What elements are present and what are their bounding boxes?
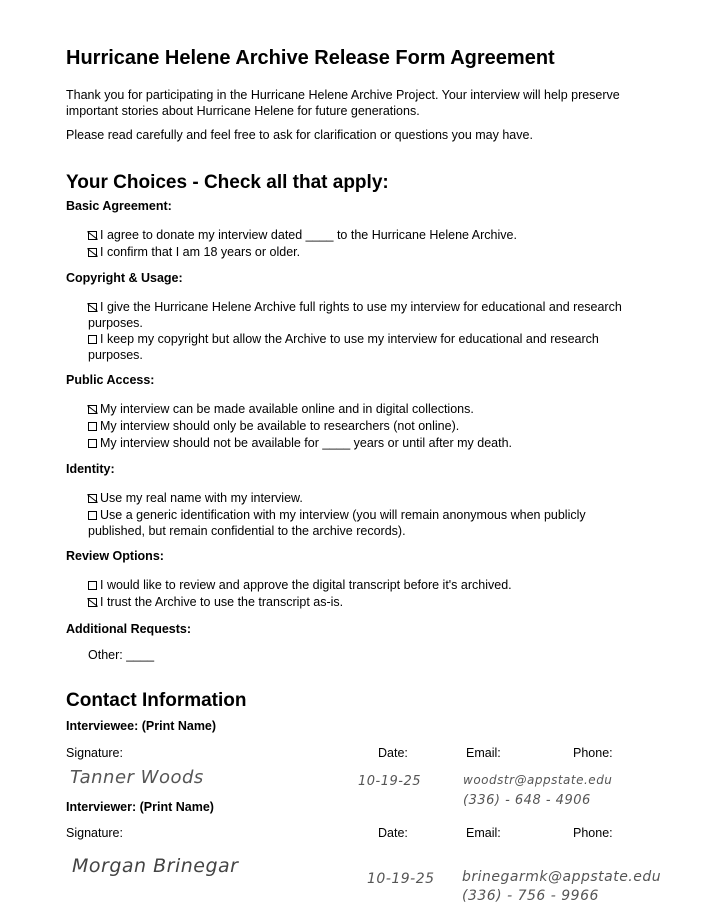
copyright-usage-label: Copyright & Usage: (66, 271, 183, 285)
interviewer-date: 10-19-25 (367, 871, 435, 887)
checkbox-checked-icon[interactable] (88, 303, 97, 312)
signature-label: Signature: (66, 826, 123, 840)
interviewer-phone: (336) - 756 - 9966 (462, 888, 599, 904)
checkbox-unchecked-icon[interactable] (88, 439, 97, 448)
signature-label: Signature: (66, 746, 123, 760)
choices-heading: Your Choices - Check all that apply: (66, 172, 389, 193)
checkbox-label: I would like to review and approve the digital transcript before it's archived. (100, 578, 512, 592)
interviewee-signature: Tanner Woods (70, 767, 204, 788)
checkbox-label: Use my real name with my interview. (100, 491, 303, 505)
other-request-field[interactable]: Other: ____ (88, 648, 155, 662)
interviewer-email: brinegarmk@appstate.edu (462, 869, 662, 885)
page-title: Hurricane Helene Archive Release Form Agreement (66, 47, 555, 69)
checkbox-label: My interview should not be available for ____ years or until after my death. (100, 436, 513, 450)
checkbox-item[interactable] (88, 228, 648, 244)
checkbox-item[interactable] (88, 419, 648, 435)
email-label: Email: (466, 826, 501, 840)
checkbox-item[interactable] (88, 300, 648, 331)
intro-paragraph: Thank you for participating in the Hurricane Helene Archive Project. Your interview will help preserve important stories about Hurricane Helene for future generations. (66, 88, 620, 118)
interviewee-date: 10-19-25 (358, 774, 422, 789)
checkbox-checked-icon[interactable] (88, 405, 97, 414)
checkbox-item[interactable] (88, 402, 648, 418)
checkbox-label: I trust the Archive to use the transcript as-is. (100, 595, 344, 609)
checkbox-label: I confirm that I am 18 years or older. (100, 245, 301, 259)
checkbox-unchecked-icon[interactable] (88, 335, 97, 344)
checkbox-checked-icon[interactable] (88, 494, 97, 503)
checkbox-item[interactable] (88, 332, 633, 363)
instructions-paragraph: Please read carefully and feel free to ask for clarification or questions you may have. (66, 128, 533, 142)
checkbox-label: Use a generic identification with my interview (you will remain anonymous when publicly published, but remain confidential to the archive records). (88, 508, 586, 538)
interviewer-signature: Morgan Brinegar (72, 855, 239, 877)
checkbox-checked-icon[interactable] (88, 248, 97, 257)
phone-label: Phone: (573, 746, 613, 760)
checkbox-item[interactable] (88, 595, 648, 611)
interviewer-label: Interviewer: (Print Name) (66, 800, 214, 814)
additional-requests-label: Additional Requests: (66, 622, 192, 636)
checkbox-unchecked-icon[interactable] (88, 581, 97, 590)
checkbox-unchecked-icon[interactable] (88, 511, 97, 520)
date-label: Date: (378, 826, 408, 840)
review-options-label: Review Options: (66, 549, 164, 563)
email-label: Email: (466, 746, 501, 760)
checkbox-label: My interview should only be available to researchers (not online). (100, 419, 460, 433)
identity-label: Identity: (66, 462, 115, 476)
checkbox-item[interactable] (88, 436, 648, 452)
interviewee-phone: (336) - 648 - 4906 (463, 793, 591, 808)
checkbox-label: I agree to donate my interview dated ____ to the Hurricane Helene Archive. (100, 228, 517, 242)
checkbox-label: My interview can be made available online and in digital collections. (100, 402, 474, 416)
checkbox-checked-icon[interactable] (88, 598, 97, 607)
interviewee-email: woodstr@appstate.edu (463, 773, 613, 787)
public-access-label: Public Access: (66, 373, 155, 387)
basic-agreement-label: Basic Agreement: (66, 199, 172, 213)
checkbox-item[interactable] (88, 578, 648, 594)
contact-heading: Contact Information (66, 690, 247, 711)
checkbox-item[interactable] (88, 508, 613, 539)
phone-label: Phone: (573, 826, 613, 840)
checkbox-label: I give the Hurricane Helene Archive full rights to use my interview for educational and research purposes. (88, 300, 622, 330)
date-label: Date: (378, 746, 408, 760)
checkbox-item[interactable] (88, 245, 648, 261)
checkbox-item[interactable] (88, 491, 648, 507)
checkbox-label: I keep my copyright but allow the Archive to use my interview for educational and research purposes. (88, 332, 599, 362)
checkbox-unchecked-icon[interactable] (88, 422, 97, 431)
interviewee-label: Interviewee: (Print Name) (66, 719, 217, 733)
checkbox-checked-icon[interactable] (88, 231, 97, 240)
